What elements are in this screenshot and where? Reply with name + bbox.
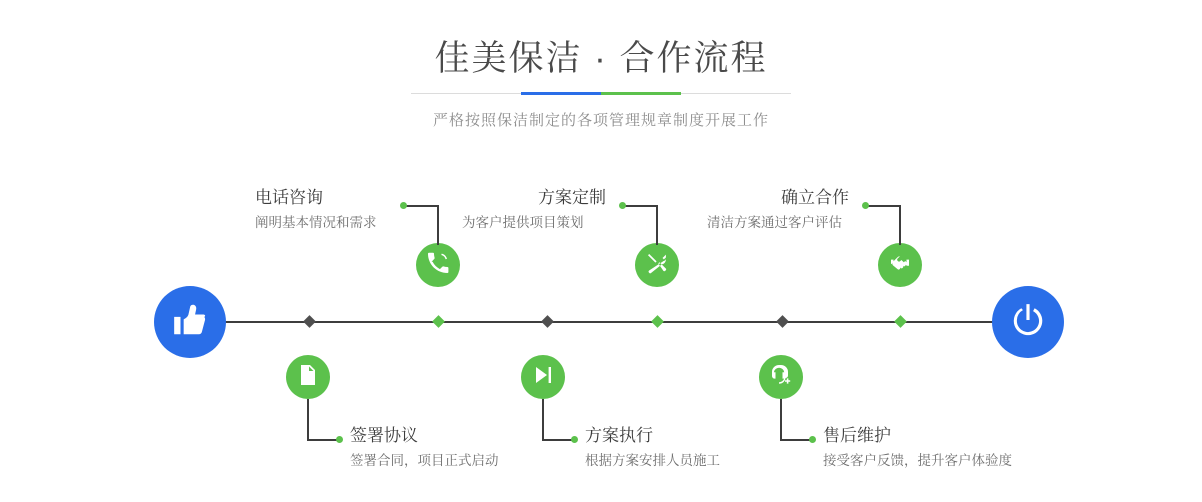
step-label-3 (462, 186, 606, 234)
step-connector-6 (780, 399, 782, 440)
step-icon-2[interactable] (286, 355, 330, 399)
step-connector-4 (542, 399, 544, 440)
step-title-6: 售后维护 (823, 426, 891, 445)
step-title-3: 方案定制 (538, 188, 606, 207)
step-connector-2 (307, 399, 309, 440)
step-label-2 (350, 424, 499, 472)
step-leader-dot-5 (862, 202, 869, 209)
step-desc-6: 接受客户反馈，提升客户体验度 (823, 453, 1012, 468)
step-icon-3[interactable] (635, 243, 679, 287)
step-leader-dot-6 (809, 436, 816, 443)
step-connector-1 (437, 205, 439, 245)
axis-marker-1 (303, 315, 316, 328)
step-leader-5 (868, 205, 901, 207)
axis-marker-3 (541, 315, 554, 328)
step-icon-1[interactable] (416, 243, 460, 287)
tools-icon (645, 251, 669, 280)
step-label-1 (255, 186, 377, 234)
step-leader-dot-3 (619, 202, 626, 209)
axis-node-marker-5 (894, 315, 907, 328)
step-title-4: 方案执行 (585, 426, 653, 445)
step-desc-5: 清洁方案通过客户评估 (707, 215, 842, 230)
document-edit-icon (296, 363, 320, 392)
step-title-1: 电话咨询 (255, 188, 323, 207)
power-icon (1009, 301, 1047, 344)
handshake-icon (888, 251, 912, 280)
page-subtitle: 严格按照保洁制定的各项管理规章制度开展工作 (432, 112, 769, 129)
step-desc-4: 根据方案安排人员施工 (585, 453, 720, 468)
step-leader-dot-4 (571, 436, 578, 443)
step-connector-3 (656, 205, 658, 245)
step-label-5 (707, 186, 849, 234)
step-title-2: 签署协议 (350, 426, 418, 445)
play-forward-icon (531, 363, 555, 392)
step-leader-dot-2 (336, 436, 343, 443)
step-leader-1 (406, 205, 439, 207)
thumbs-up-icon (171, 301, 209, 344)
step-desc-3: 为客户提供项目策划 (462, 215, 584, 230)
timeline-end-endpoint (992, 286, 1064, 358)
step-leader-3 (625, 205, 658, 207)
step-leader-dot-1 (400, 202, 407, 209)
step-icon-6[interactable] (759, 355, 803, 399)
step-connector-5 (899, 205, 901, 245)
phone-call-icon (426, 251, 450, 280)
axis-node-marker-3 (651, 315, 664, 328)
timeline-start-endpoint (154, 286, 226, 358)
customer-support-icon (769, 363, 793, 392)
page-title: 佳美保洁 · 合作流程 (434, 39, 768, 78)
axis-node-marker-1 (432, 315, 445, 328)
step-icon-5[interactable] (878, 243, 922, 287)
step-desc-2: 签署合同，项目正式启动 (350, 453, 499, 468)
axis-marker-5 (776, 315, 789, 328)
step-title-5: 确立合作 (781, 188, 849, 207)
step-label-4 (585, 424, 720, 472)
step-icon-4[interactable] (521, 355, 565, 399)
step-label-6 (823, 424, 1012, 472)
step-desc-1: 阐明基本情况和需求 (255, 215, 377, 230)
